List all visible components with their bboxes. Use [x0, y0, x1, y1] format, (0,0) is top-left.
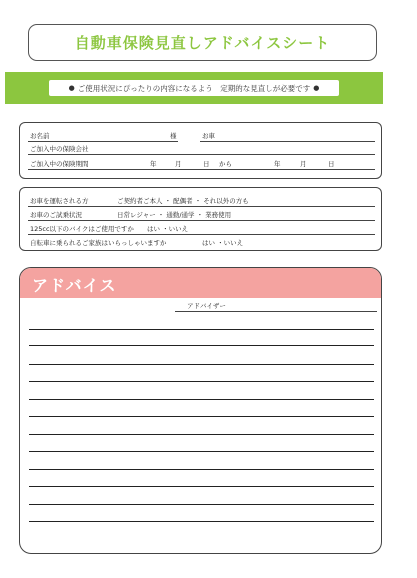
advice-heading: アドバイス [32, 276, 117, 295]
name-field[interactable] [28, 141, 178, 142]
banner-text: ご使用状況にぴったりの内容になるよう 定期的な見直しが必要です [77, 83, 311, 93]
advice-line[interactable] [29, 416, 374, 417]
bullet-left-icon: ● [68, 84, 75, 92]
advice-line[interactable] [29, 329, 374, 330]
period-month-end: 月 [300, 160, 307, 168]
customer-info-box [19, 122, 382, 179]
advice-line[interactable] [29, 381, 374, 382]
adviser-label: アドバイザー [187, 302, 226, 310]
advice-line[interactable] [29, 399, 374, 400]
purpose-underline [28, 220, 375, 221]
insurer-field[interactable] [28, 154, 375, 155]
period-day-end: 日 [328, 160, 335, 168]
advice-line[interactable] [29, 364, 374, 365]
advice-line[interactable] [29, 521, 374, 522]
sheet-title: 自動車保険見直しアドバイスシート [74, 34, 331, 52]
advice-line[interactable] [29, 504, 374, 505]
banner [5, 72, 383, 104]
adviser-field[interactable] [175, 311, 377, 312]
period-year-start: 年 [150, 160, 157, 168]
name-label: お名前 [30, 132, 50, 140]
bicycle-options[interactable]: はい ・いいえ [202, 239, 244, 247]
honorific-label: 様 [170, 132, 177, 140]
advice-line[interactable] [29, 345, 374, 346]
advice-line[interactable] [29, 451, 374, 452]
purpose-options[interactable]: 日常レジャー ・ 通勤/通学 ・ 業務使用 [117, 211, 232, 219]
advice-line[interactable] [29, 486, 374, 487]
driver-underline [28, 206, 375, 207]
driver-label: お車を運転される方 [30, 197, 89, 205]
banner-inner [49, 80, 339, 96]
period-year-end: 年 [274, 160, 281, 168]
period-from: から [219, 160, 232, 168]
advice-header [20, 268, 381, 298]
period-label: ご加入中の保険期間 [30, 160, 89, 168]
bike-label: 125cc以下のバイクはご使用ですか [30, 225, 134, 233]
advice-box [19, 267, 382, 554]
usage-box [19, 187, 382, 251]
title-box [28, 24, 377, 61]
car-label: お車 [202, 132, 215, 140]
period-month-start: 月 [175, 160, 182, 168]
advice-line[interactable] [29, 434, 374, 435]
period-day-start: 日 [203, 160, 210, 168]
bike-underline [28, 234, 375, 235]
purpose-label: お車のご試乗状況 [30, 211, 82, 219]
period-field[interactable] [28, 169, 375, 170]
bike-options[interactable]: はい ・いいえ [147, 225, 189, 233]
advice-line[interactable] [29, 469, 374, 470]
driver-options[interactable]: ご契約者ご本人 ・ 配偶者 ・ それ以外の方も [117, 197, 249, 205]
insurer-label: ご加入中の保険会社 [30, 145, 89, 153]
bullet-right-icon: ● [313, 84, 320, 92]
bicycle-label: 自転車に乗られるご家族はいらっしゃいますか [30, 239, 167, 247]
car-field[interactable] [200, 141, 375, 142]
